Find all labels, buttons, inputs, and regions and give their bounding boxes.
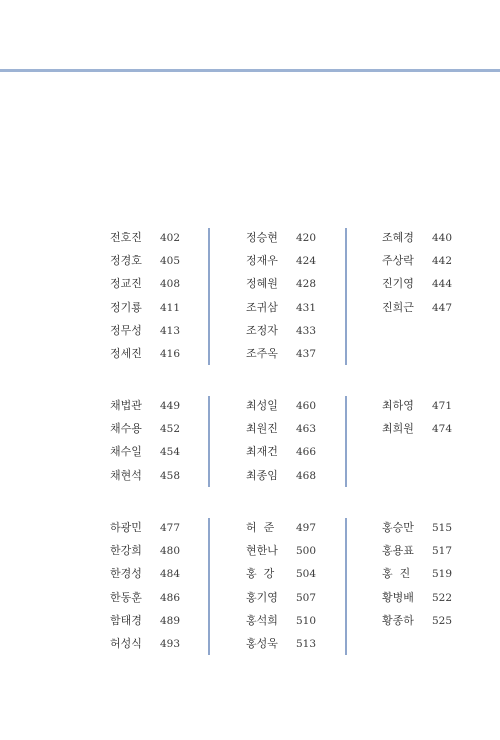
entry-name: 주상락 bbox=[382, 254, 414, 268]
entry-page-number: 493 bbox=[160, 638, 181, 650]
entry-name: 한동훈 bbox=[110, 590, 142, 604]
column-divider bbox=[208, 396, 210, 487]
entry-page-number: 452 bbox=[160, 423, 181, 436]
entry-page-number: 484 bbox=[160, 568, 181, 581]
entry-page-number: 463 bbox=[296, 423, 317, 436]
column-divider bbox=[345, 396, 347, 487]
entry-name: 최성일 bbox=[246, 399, 278, 412]
entry-name: 홍 강 bbox=[246, 567, 275, 581]
entry-name: 홍승만 bbox=[382, 521, 414, 534]
entry-page-number: 515 bbox=[432, 522, 453, 534]
entry-page-number: 507 bbox=[296, 591, 317, 604]
entry-name: 홍기영 bbox=[246, 590, 278, 604]
entry-page-number: 460 bbox=[296, 400, 317, 412]
entry-page-number: 497 bbox=[296, 522, 317, 534]
entry-page-number: 458 bbox=[160, 469, 181, 482]
entry-page-number: 477 bbox=[160, 522, 181, 534]
entry-page-number: 405 bbox=[160, 255, 181, 268]
entry-name: 조주옥 bbox=[246, 347, 278, 360]
entry-page-number: 433 bbox=[296, 324, 317, 337]
entry-page-number: 440 bbox=[432, 232, 453, 244]
entry-name: 한경성 bbox=[110, 567, 142, 581]
entry-page-number: 489 bbox=[160, 614, 181, 627]
entry-page-number: 428 bbox=[296, 278, 317, 291]
column-divider bbox=[208, 228, 210, 365]
entry-name: 최희원 bbox=[382, 422, 414, 436]
entry-name: 정재우 bbox=[246, 254, 278, 268]
entry-name: 홍석희 bbox=[246, 613, 278, 627]
entry-name: 정세진 bbox=[110, 347, 142, 360]
entry-page-number: 468 bbox=[296, 469, 317, 482]
entry-page-number: 466 bbox=[296, 446, 317, 459]
entry-page-number: 510 bbox=[296, 614, 317, 627]
entry-name: 정교진 bbox=[110, 277, 142, 291]
column-divider bbox=[345, 228, 347, 365]
entry-page-number: 525 bbox=[432, 614, 453, 627]
entry-name: 현한나 bbox=[246, 544, 278, 558]
entry-name: 허성식 bbox=[110, 637, 142, 650]
entry-name: 조정자 bbox=[246, 323, 278, 337]
entry-name: 조귀삼 bbox=[246, 300, 278, 314]
entry-name: 홍성욱 bbox=[246, 637, 278, 650]
entry-name: 홍 진 bbox=[382, 567, 411, 581]
entry-name: 조혜경 bbox=[382, 231, 414, 244]
column-divider bbox=[208, 518, 210, 655]
entry-page-number: 413 bbox=[160, 324, 181, 337]
entry-name: 황종하 bbox=[382, 613, 414, 627]
entry-page-number: 424 bbox=[296, 255, 317, 268]
entry-page-number: 444 bbox=[432, 278, 453, 291]
entry-name: 정경호 bbox=[110, 254, 142, 268]
entry-page-number: 474 bbox=[432, 423, 453, 436]
entry-name: 정기룡 bbox=[110, 300, 142, 314]
entry-name: 최재건 bbox=[246, 445, 278, 459]
entry-name: 채법관 bbox=[110, 399, 142, 412]
entry-name: 전호진 bbox=[110, 231, 142, 244]
entry-name: 채현석 bbox=[110, 468, 142, 482]
entry-name: 하광민 bbox=[110, 521, 142, 534]
entry-page-number: 442 bbox=[432, 255, 453, 268]
entry-name: 정무성 bbox=[110, 323, 142, 337]
entry-name: 최종임 bbox=[246, 468, 278, 482]
entry-name: 진희근 bbox=[382, 300, 414, 314]
entry-page-number: 504 bbox=[296, 568, 317, 581]
entry-name: 최하영 bbox=[382, 399, 414, 412]
entry-page-number: 517 bbox=[432, 545, 453, 558]
entry-page-number: 411 bbox=[160, 301, 181, 314]
entry-name: 허 준 bbox=[246, 521, 275, 534]
entry-page-number: 449 bbox=[160, 400, 181, 412]
entry-page-number: 408 bbox=[160, 278, 181, 291]
entry-page-number: 480 bbox=[160, 545, 181, 558]
entry-page-number: 513 bbox=[296, 638, 317, 650]
entry-name: 채수일 bbox=[110, 445, 142, 459]
entry-page-number: 420 bbox=[296, 232, 317, 244]
entry-name: 정혜원 bbox=[246, 277, 278, 291]
entry-name: 한강희 bbox=[110, 544, 142, 558]
top-rule bbox=[0, 69, 500, 72]
entry-page-number: 402 bbox=[160, 232, 181, 244]
entry-name: 채수용 bbox=[110, 422, 142, 436]
column-divider bbox=[345, 518, 347, 655]
entry-name: 진기영 bbox=[382, 277, 414, 291]
entry-name: 황병배 bbox=[382, 590, 414, 604]
entry-name: 함태경 bbox=[110, 613, 142, 627]
entry-page-number: 486 bbox=[160, 591, 181, 604]
entry-page-number: 519 bbox=[432, 568, 453, 581]
entry-name: 홍용표 bbox=[382, 544, 414, 558]
entry-page-number: 416 bbox=[160, 348, 181, 360]
entry-page-number: 471 bbox=[432, 400, 453, 412]
entry-page-number: 454 bbox=[160, 446, 181, 459]
entry-page-number: 447 bbox=[432, 301, 453, 314]
entry-page-number: 522 bbox=[432, 591, 453, 604]
entry-page-number: 500 bbox=[296, 545, 317, 558]
entry-name: 최원진 bbox=[246, 422, 278, 436]
entry-name: 정승현 bbox=[246, 231, 278, 244]
entry-page-number: 431 bbox=[296, 301, 317, 314]
entry-page-number: 437 bbox=[296, 348, 317, 360]
